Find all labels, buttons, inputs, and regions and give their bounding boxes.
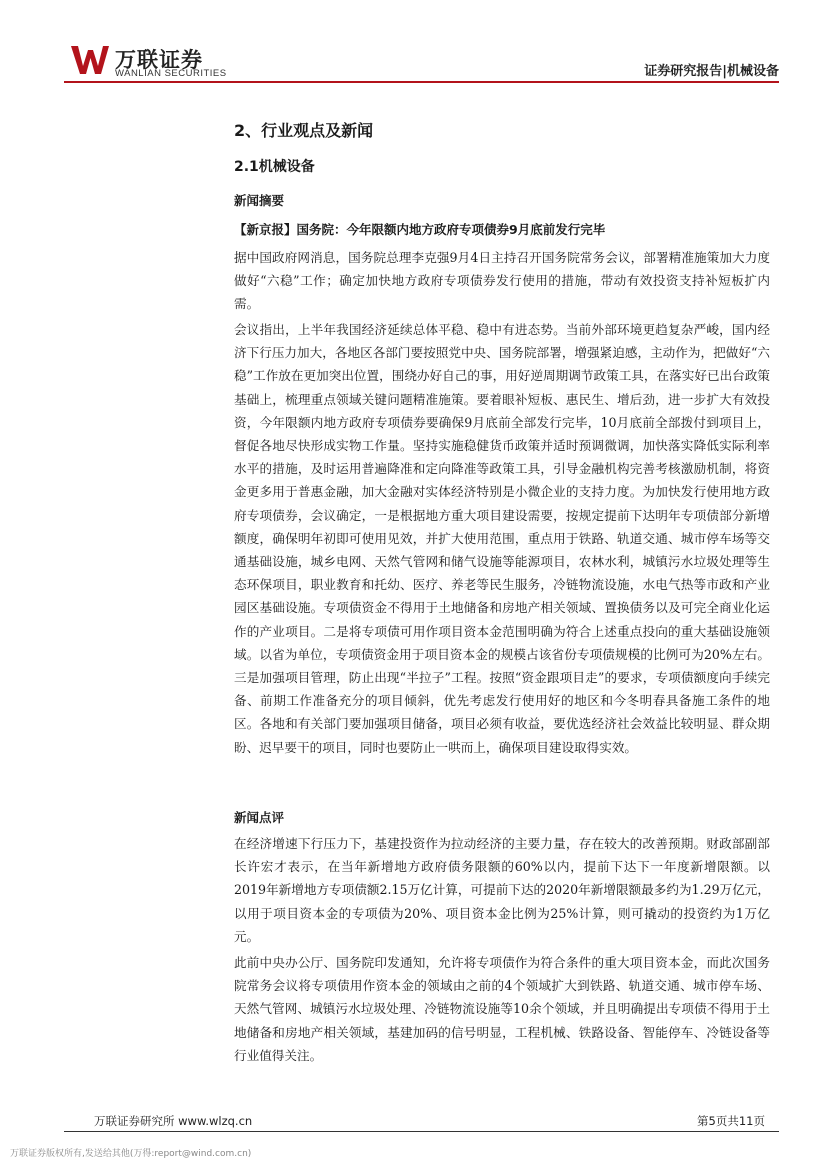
report-type-label: 证券研究报告|机械设备 <box>644 64 779 79</box>
summary-paragraph: 据中国政府网消息，国务院总理李克强9月4日主持召开国务院常务会议，部署精准施策加大力度做好“六稳”工作；确定加快地方政府专项债券发行使用的措施，带动有效投资支持补短板扩内需。 <box>234 250 770 312</box>
subsection-heading: 2.1机械设备 <box>234 159 315 175</box>
logo-cn-text: 万联证券 <box>115 48 203 72</box>
company-logo <box>70 44 240 80</box>
watermark: 万联证券版权所有,发送给其他(万得:report@wind.com.cn) <box>10 1149 252 1159</box>
header-divider <box>64 81 779 83</box>
wanlian-logo-icon <box>70 44 110 76</box>
comment-paragraph: 在经济增速下行压力下，基建投资作为拉动经济的主要力量，存在较大的改善预期。财政部副部长许宏才表示，在当年新增地方政府债务限额的60%以内，提前下达下一年度新增限额。以2019年新增地方专项债额2.15万亿计算，可提前下达的2020年新增限额最多约为1.29万亿元，以用于项目资本金的专项债为20%、项目资本金比例为25%计算，则可撬动的投资约为1万亿元。 <box>234 836 770 944</box>
news-title: 【新京报】国务院：今年限额内地方政府专项债券9月底前发行完毕 <box>234 222 606 237</box>
comment-paragraph: 此前中央办公厅、国务院印发通知，允许将专项债作为符合条件的重大项目资本金，而此次国务院常务会议将专项债用作资本金的领域由之前的4个领域扩大到铁路、轨道交通、城市停车场、天然气管网、城镇污水垃圾处理、冷链物流设施等10余个领域，并且明确提出专项债不得用于土地储备和房地产相关领域，基建加码的信号明显，工程机械、铁路设备、智能停车、冷链设备等行业值得关注。 <box>234 955 770 1063</box>
summary-paragraph: 会议指出，上半年我国经济延续总体平稳、稳中有进态势。当前外部环境更趋复杂严峻，国内经济下行压力加大，各地区各部门要按照党中央、国务院部署，增强紧迫感，主动作为，把做好“六稳”工作放在更加突出位置，围绕办好自己的事，用好逆周期调节政策工具，在落实好已出台政策基础上，梳理重点领域关键问题精准施策。要着眼补短板、惠民生、增后劲，进一步扩大有效投资，今年限额内地方政府专项债券要确保9月底前全部发行完毕，10月底前全部拨付到项目上，督促各地尽快形成实物工作量。坚持实施稳健货币政策并适时预调微调，加快落实降低实际利率水平的措施，及时运用普遍降准和定向降准等政策工具，引导金融机构完善考核激励机制，将资金更多用于普惠金融，加大金融对实体经济特别是小微企业的支持力度。为加快发行使用地方政府专项债券，会议确定，一是根据地方重大项目建设需要，按规定提前下达明年专项债部分新增额度，确保明年初即可使用见效，并扩大使用范围，重点用于铁路、轨道交通、城市停车场等交通基础设施，城乡电网、天然气管网和储气设施等能源项目，农林水利，城镇污水垃圾处理等生态环保项目，职业教育和托幼、医疗、养老等民生服务，冷链物流设施，水电气热等市政和产业园区基础设施。专项债资金不得用于土地储备和房地产相关领域、置换债务以及可完全商业化运作的产业项目。二是将专项债可用作项目资本金范围明确为符合上述重点投向的重大基础设施领域。以省为单位，专项债资金用于项目资本金的规模占该省份专项债规模的比例可为20%左右。三是加强项目管理，防止出现“半拉子”工程。按照“资金跟项目走”的要求，专项债额度向手续完备、前期工作准备充分的项目倾斜，优先考虑发行使用好的地区和今冬明春具备施工条件的地区。各地和有关部门要加强项目储备，项目必须有收益，要优选经济社会效益比较明显、群众期盼、迟早要干的项目，同时也要防止一哄而上，确保项目建设取得实效。 <box>234 322 770 755</box>
news-comment-heading: 新闻点评 <box>234 810 285 825</box>
footer-divider <box>64 1131 779 1132</box>
footer-org: 万联证券研究所 www.wlzq.cn <box>94 1114 253 1128</box>
news-summary-heading: 新闻摘要 <box>234 193 285 208</box>
page-number: 第5页共11页 <box>697 1114 765 1128</box>
section-heading: 2、行业观点及新闻 <box>234 121 374 140</box>
logo-en-text: WANLIAN SECURITIES <box>115 68 227 79</box>
